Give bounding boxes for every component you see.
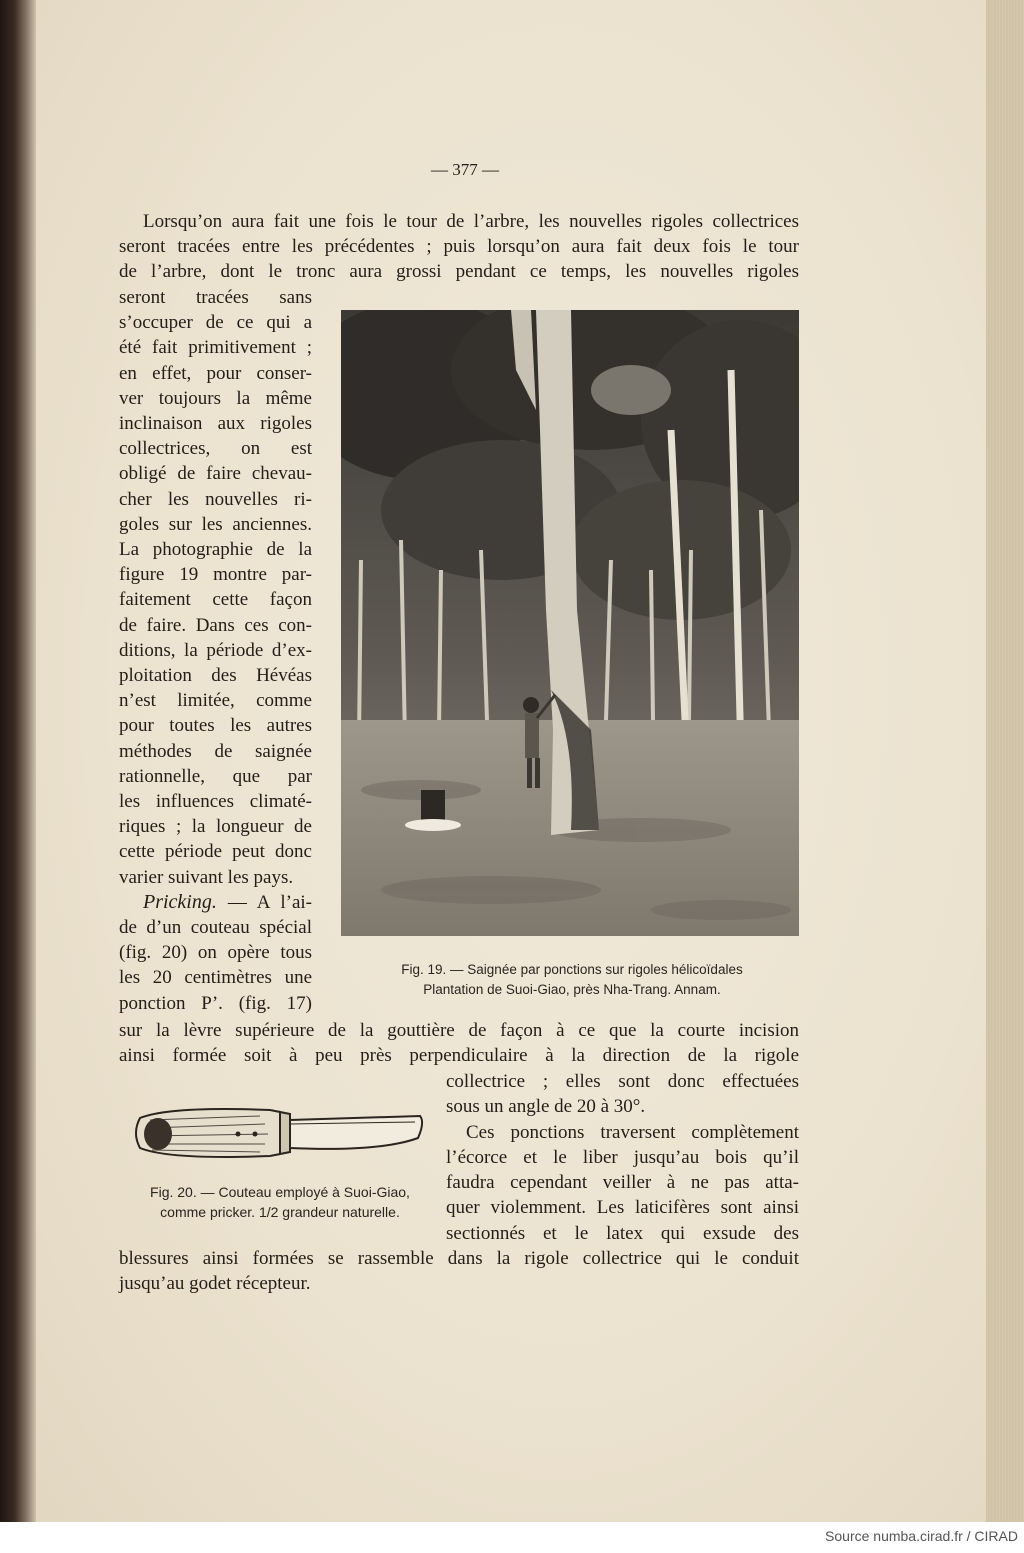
text-line: de d’un couteau spécial bbox=[119, 917, 312, 938]
right-column-cont bbox=[446, 1145, 799, 1246]
text-line: quer violemment. Les laticifères sont ainsi bbox=[446, 1197, 799, 1219]
source-credit: Source numba.cirad.fr / CIRAD bbox=[825, 1528, 1018, 1544]
text-line: goles sur les anciennes. bbox=[119, 513, 312, 535]
caption-line: Plantation de Suoi-Giao, près Nha-Trang. Annam. bbox=[423, 982, 721, 997]
pricking-first-line bbox=[143, 890, 312, 915]
text-line: ainsi formée soit à peu près perpendiculaire à la direction de la rigole bbox=[119, 1045, 799, 1067]
text-line: ditions, la période d’ex- bbox=[119, 639, 312, 661]
caption-line: Fig. 20. — Couteau employé à Suoi-Giao, bbox=[150, 1184, 410, 1200]
text-line: varier suivant les pays. bbox=[119, 866, 294, 888]
pricking-heading: Pricking. bbox=[143, 891, 217, 913]
text-line: ver toujours la même bbox=[119, 387, 312, 409]
opening-paragraph-cont bbox=[119, 234, 799, 284]
text-line: sur la lèvre supérieure de la gouttière de façon à ce que la courte incision bbox=[119, 1020, 799, 1041]
text-line: ploitation des Hévéas bbox=[119, 665, 312, 687]
text-line: cher les nouvelles ri- bbox=[119, 488, 312, 510]
page-number: — 377 — bbox=[431, 160, 499, 179]
text-line: faitement cette façon bbox=[119, 589, 312, 611]
figure-20-caption bbox=[120, 1182, 440, 1222]
text-line: obligé de faire chevau- bbox=[119, 463, 312, 485]
text-line: de l’arbre, dont le tronc aura grossi pendant ce temps, les nouvelles rigoles bbox=[119, 261, 799, 283]
text-line: collectrice ; elles sont donc effectuées bbox=[446, 1071, 799, 1092]
middle-paragraph bbox=[119, 1018, 799, 1068]
text-line: seront tracées sans bbox=[119, 287, 312, 308]
text-line: sous un angle de 20 à 30°. bbox=[446, 1096, 646, 1118]
right-column bbox=[446, 1069, 799, 1119]
page-edges bbox=[986, 0, 1024, 1522]
text-line: s’occuper de ce qui a bbox=[119, 312, 312, 334]
text-line: sectionnés et le latex qui exsude des bbox=[446, 1222, 799, 1244]
text-line: jusqu’au godet récepteur. bbox=[119, 1273, 311, 1295]
text-line: été fait primitivement ; bbox=[119, 337, 312, 359]
text-line: (fig. 20) on opère tous bbox=[119, 942, 312, 964]
rubber-plantation-illustration bbox=[341, 310, 799, 936]
text-line: les 20 centimètres une bbox=[119, 967, 312, 989]
text-line: blessures ainsi formées se rassemble dans la rigole collectrice qui le conduit bbox=[119, 1248, 799, 1269]
text-line: La photographie de la bbox=[119, 539, 312, 561]
text-line: pour toutes les autres bbox=[119, 715, 312, 737]
caption-line: Fig. 19. — Saignée par ponctions sur rigoles hélicoïdales bbox=[401, 962, 743, 977]
pricking-paragraph bbox=[119, 915, 312, 1016]
figure-19-photo bbox=[341, 310, 799, 936]
text-line: seront tracées entre les précédentes ; puis lorsqu’on aura fait deux fois le tour bbox=[119, 236, 799, 257]
book-gutter bbox=[0, 0, 36, 1522]
caption-line: comme pricker. 1/2 grandeur naturelle. bbox=[160, 1204, 400, 1220]
opening-paragraph bbox=[143, 209, 799, 234]
text-line: riques ; la longueur de bbox=[119, 816, 312, 838]
left-column bbox=[119, 285, 312, 890]
knife-icon bbox=[130, 1098, 430, 1168]
text-line: de faire. Dans ces con- bbox=[119, 614, 312, 636]
right-column-para bbox=[466, 1120, 799, 1145]
text-line: les influences climaté- bbox=[119, 791, 312, 813]
text-line: figure 19 montre par- bbox=[119, 564, 312, 586]
figure-19-caption bbox=[337, 960, 807, 1000]
text-line: faudra cependant veiller à ne pas atta- bbox=[446, 1172, 799, 1194]
source-footer bbox=[0, 1522, 1024, 1553]
closing-paragraph bbox=[119, 1246, 799, 1296]
text-fragment: — A l’ai- bbox=[227, 892, 312, 913]
text-line: rationnelle, que par bbox=[119, 765, 312, 787]
text-line: ponction P’. (fig. 17) bbox=[119, 992, 312, 1014]
text-line: méthodes de saignée bbox=[119, 740, 312, 762]
text-line: l’écorce et le liber jusqu’au bois qu’il bbox=[446, 1147, 799, 1168]
text-line: Lorsqu’on aura fait une fois le tour de l’arbre, les nouvelles rigoles collectrices bbox=[143, 211, 799, 232]
figure-20-knife bbox=[130, 1098, 430, 1168]
text-line: collectrices, on est bbox=[119, 438, 312, 460]
text-line: inclinaison aux rigoles bbox=[119, 413, 312, 435]
text-line: en effet, pour conser- bbox=[119, 362, 312, 384]
text-line: n’est limitée, comme bbox=[119, 690, 312, 712]
text-line: cette période peut donc bbox=[119, 841, 312, 863]
text-line: Ces ponctions traversent complètement bbox=[466, 1122, 799, 1143]
